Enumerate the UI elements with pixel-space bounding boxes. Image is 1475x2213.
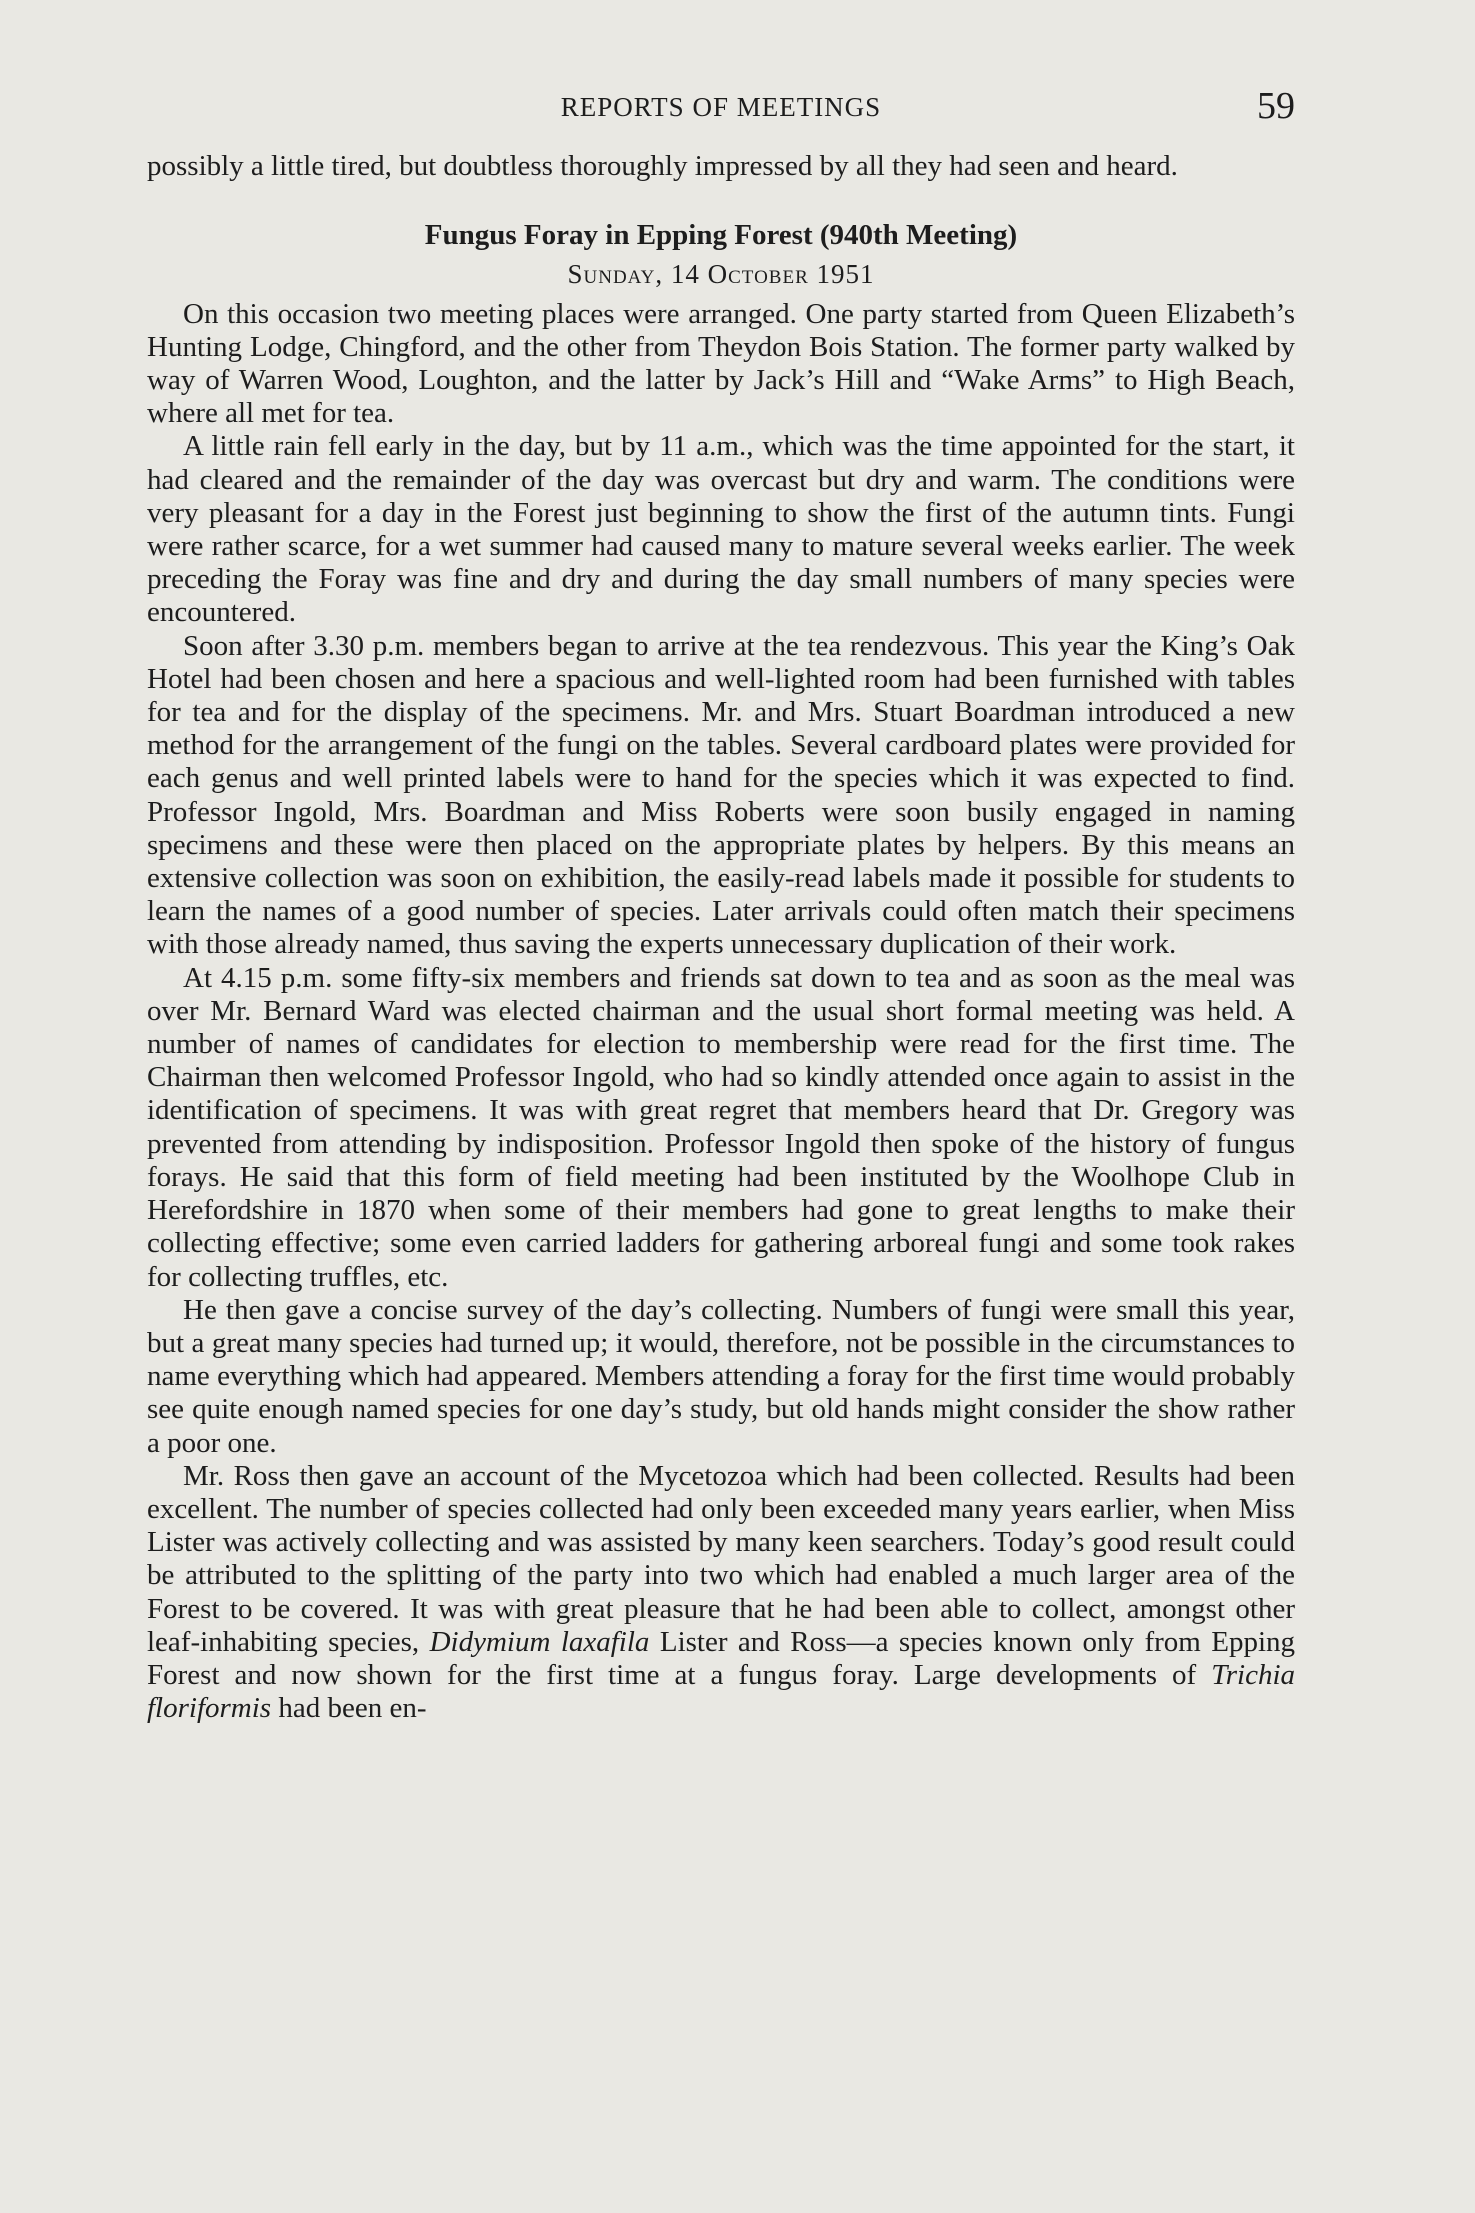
running-head: REPORTS OF MEETINGS: [560, 92, 882, 122]
text-run: Lister and Ross—a species known only from Epping Forest and now shown for the first time at a fungus foray. Large developments of: [147, 1625, 1296, 1691]
page-header: [147, 84, 1295, 134]
paragraph: At 4.15 p.m. some fifty-six members and friends sat down to tea and as soon as the meal was over Mr. Bernard Ward was elected chairman and the usual short formal meeting was held. A number of names of candidates for election to membership were read for the first time. The Chairman then welcomed Professor Ingold, who had so kindly attended once again to assist in the identification of specimens. It was with great regret that members heard that Dr. Gregory was prevented from attending by indisposition. Professor Ingold then spoke of the history of fungus forays. He said that this form of field meeting had been instituted by the Woolhope Club in Herefordshire in 1870 when some of their members had gone to great lengths to make their collecting effective; some even carried ladders for gathering arboreal fungi and some took rakes for collecting truffles, etc.: [147, 961, 1295, 1293]
section-date: [147, 258, 1295, 291]
date-weekday: Sunday,: [567, 259, 664, 290]
paragraph: On this occasion two meeting places were arranged. One party started from Queen Elizabeth’s Hunting Lodge, Chingford, and the other from Theydon Bois Station. The former party walked by way of Warren Wood, Loughton, and the latter by Jack’s Hill and “Wake Arms” to High Beach, where all met for tea.: [147, 297, 1295, 430]
date-day: 14: [670, 259, 700, 290]
section-title: Fungus Foray in Epping Forest (940th Meeting): [424, 219, 1018, 252]
text-run: had been en-: [278, 1692, 427, 1725]
text-run: Mr. Ross then gave an account of the Mycetozoa which had been collected. Results had been excellent. The number of species collected had only been exceeded many years earlier, when Miss Lister was actively collecting and was assisted by many keen searchers. Today’s good result could be attributed to the splitting of the party into two which had enabled a much larger area of the Forest to be covered. It was with great pleasure that he had been able to collect, amongst other leaf-inhabiting species,: [147, 1459, 1295, 1658]
species-name: Trichia floriformis: [147, 1658, 1296, 1725]
paragraph-last: [147, 1460, 1295, 1726]
date-month: October: [707, 259, 809, 290]
continuation-paragraph: possibly a little tired, but doubtless thoroughly impressed by all they had seen and heard.: [147, 150, 1178, 182]
date-year: 1951: [816, 259, 875, 290]
page-body: [147, 150, 1295, 1725]
paragraph: Soon after 3.30 p.m. members began to arrive at the tea rendezvous. This year the King’s Oak Hotel had been chosen and here a spacious and well-lighted room had been furnished with tables for tea and for the display of the specimens. Mr. and Mrs. Stuart Boardman introduced a new method for the arrangement of the fungi on the tables. Several cardboard plates were provided for each genus and well printed labels were to hand for the species which it was expected to find. Professor Ingold, Mrs. Boardman and Miss Roberts were soon busily engaged in naming specimens and these were then placed on the appropriate plates by helpers. By this means an extensive collection was soon on exhibition, the easily-read labels made it possible for students to learn the names of a good number of species. Later arrivals could often match their specimens with those already named, thus saving the experts unnecessary duplication of their work.: [147, 629, 1295, 961]
species-name: Didymium laxafila: [429, 1625, 650, 1658]
paragraph: He then gave a concise survey of the day’s collecting. Numbers of fungi were small this year, but a great many species had turned up; it would, therefore, not be possible in the circumstances to name everything which had appeared. Members attending a foray for the first time would probably see quite enough named species for one day’s study, but old hands might consider the show rather a poor one.: [147, 1293, 1295, 1459]
paragraph: A little rain fell early in the day, but by 11 a.m., which was the time appointed for the start, it had cleared and the remainder of the day was overcast but dry and warm. The conditions were very pleasant for a day in the Forest just beginning to show the first of the autumn tints. Fungi were rather scarce, for a wet summer had caused many to mature several weeks earlier. The week preceding the Foray was fine and dry and during the day small numbers of many species were encountered.: [147, 430, 1295, 629]
page-number: 59: [1257, 85, 1295, 127]
